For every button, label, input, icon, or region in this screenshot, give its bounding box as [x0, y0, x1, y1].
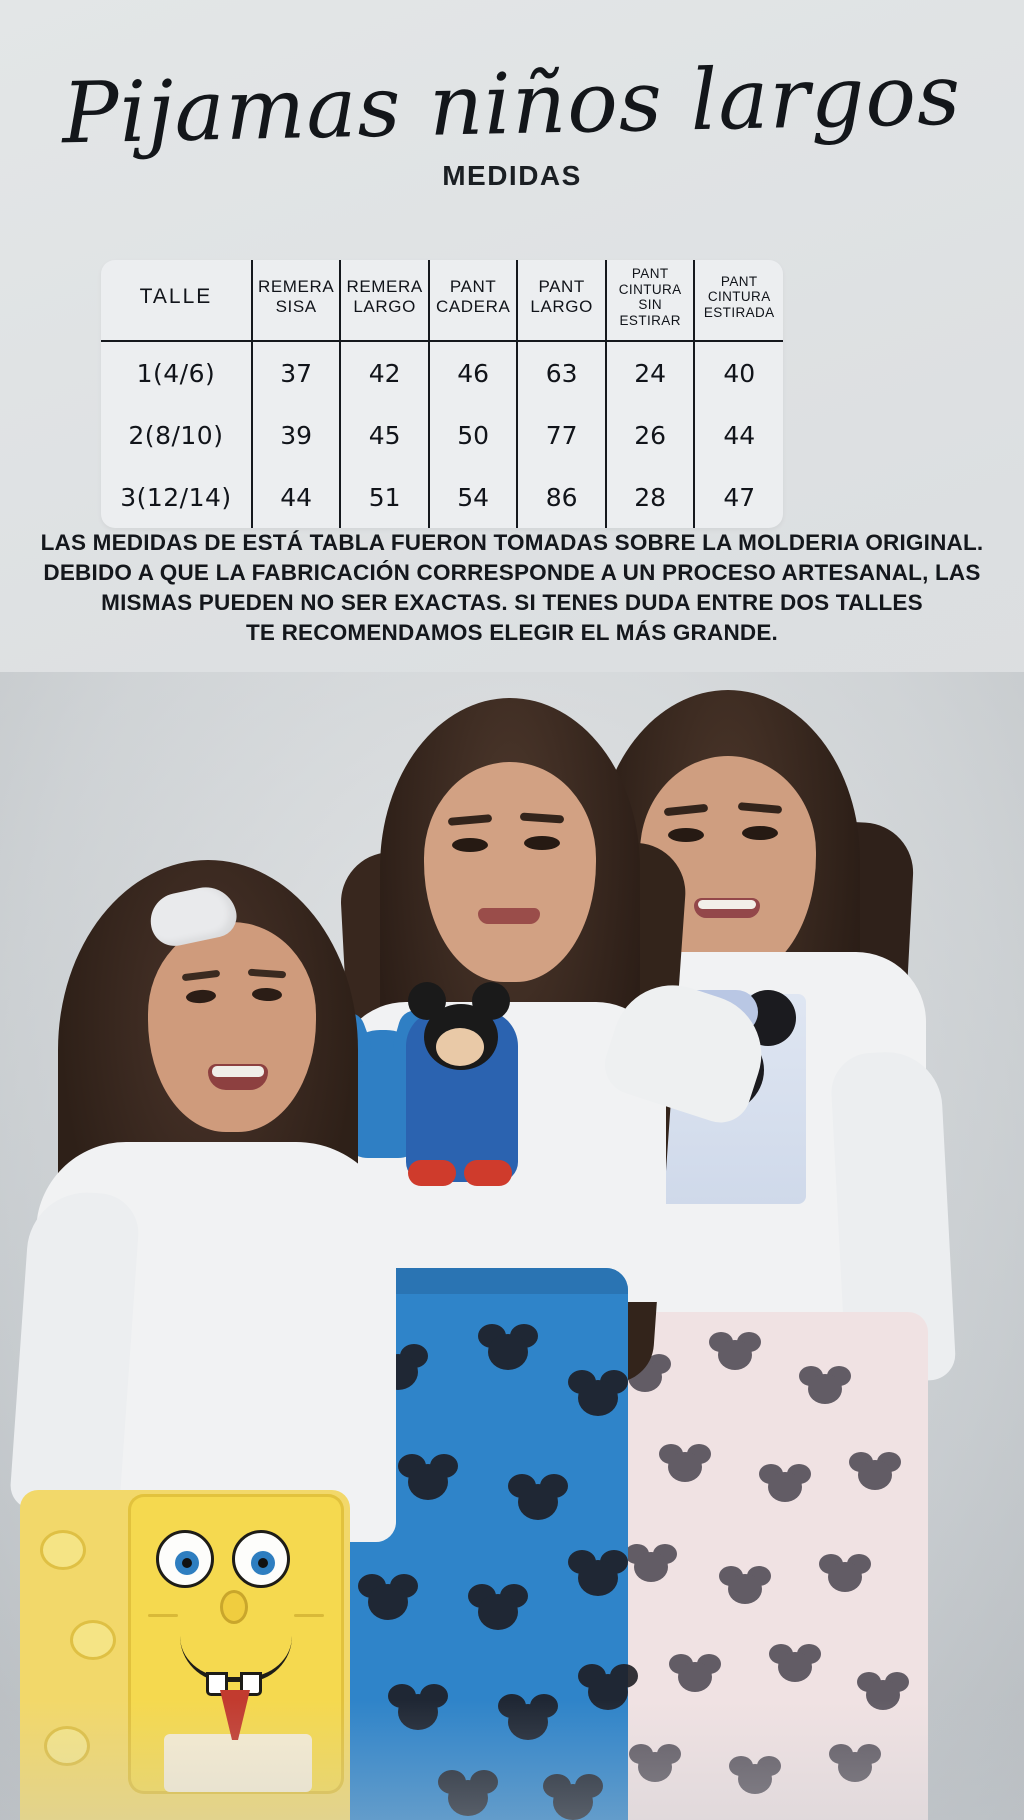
spongebob-nose-icon — [220, 1590, 248, 1624]
column-header-line: REMERA — [257, 277, 335, 297]
girl-left-arm — [9, 1189, 141, 1516]
column-header-line: ESTIRAR — [619, 312, 681, 328]
mickey-icon — [406, 1010, 518, 1182]
cell-talle: 2(8/10) — [128, 420, 224, 450]
girl-left-teeth — [212, 1066, 264, 1077]
disclaimer-line: DEBIDO A QUE LA FABRICACIÓN CORRESPONDE A UN PROCESO ARTESANAL, LAS — [43, 559, 981, 585]
cell-pant-largo: 63 — [517, 341, 606, 404]
table-body — [101, 341, 783, 528]
girl-right-eye-left — [668, 828, 704, 842]
column-header-talle: TALLE — [101, 260, 252, 341]
spongebob-cheek-line — [294, 1614, 324, 1617]
page-subtitle: MEDIDAS — [442, 160, 582, 191]
column-header-pant-cintura-sin-estirar — [606, 260, 695, 341]
measurements-table — [101, 260, 783, 528]
cell-pant-cintura-sin-estirar: 26 — [606, 404, 695, 466]
girl-center-eye-left — [452, 838, 488, 852]
cell-pant-cadera: 50 — [429, 404, 518, 466]
spongebob-eye-right-icon — [232, 1530, 290, 1588]
column-header-pant-cintura-estirada — [694, 260, 783, 341]
mickey-shoe-right-icon — [464, 1160, 512, 1186]
cell-pant-cadera: 54 — [429, 466, 518, 528]
column-header-line: CADERA — [435, 297, 511, 317]
column-header-remera-sisa — [252, 260, 341, 341]
girl-center-shirt-graphic — [340, 1002, 540, 1202]
cell-pant-cintura-estirada: 40 — [694, 341, 783, 404]
column-header-line: SISA — [275, 297, 317, 317]
girl-left-face — [148, 922, 316, 1132]
cell-pant-cintura-sin-estirar: 24 — [606, 341, 695, 404]
column-header-line: LARGO — [353, 297, 416, 317]
column-header-line: CINTURA SIN — [618, 281, 682, 313]
table-header-row — [101, 260, 783, 341]
spongebob-mouth-icon — [180, 1636, 292, 1682]
girl-center-eye-right — [524, 836, 560, 850]
mickey-face-icon — [436, 1028, 484, 1066]
column-header-remera-largo — [340, 260, 429, 341]
spongebob-cheek-line — [148, 1614, 178, 1617]
table-row — [101, 466, 783, 528]
measurements-table-card — [101, 260, 783, 528]
column-header-line: REMERA — [346, 277, 423, 297]
disclaimer-line: LAS MEDIDAS DE ESTÁ TABLA FUERON TOMADAS SOBRE LA MOLDERIA ORIGINAL. — [40, 530, 984, 555]
column-header-line: PANT — [631, 266, 669, 281]
cell-pant-largo: 77 — [517, 404, 606, 466]
column-header-line: PANT — [538, 277, 585, 297]
cell-remera-largo: 45 — [340, 404, 429, 466]
product-photo — [0, 672, 1024, 1820]
table-row — [101, 341, 783, 404]
disclaimer-text — [0, 528, 1024, 648]
table-row — [101, 404, 783, 466]
page-title: Pijamas niños largos — [61, 45, 963, 163]
column-header-line: CINTURA — [707, 289, 771, 305]
cell-pant-cadera: 46 — [429, 341, 518, 404]
table-header — [101, 260, 783, 341]
cell-pant-largo: 86 — [517, 466, 606, 528]
column-header-line: PANT — [449, 277, 497, 297]
cell-remera-sisa: 44 — [252, 466, 341, 528]
girl-right-eye-right — [742, 826, 778, 840]
cell-talle: 3(12/14) — [120, 482, 232, 512]
cell-remera-largo: 42 — [340, 341, 429, 404]
girl-right-teeth — [698, 900, 756, 909]
girl-center-mouth — [478, 908, 540, 924]
cell-talle: 1(4/6) — [136, 358, 216, 388]
disclaimer-line: MISMAS PUEDEN NO SER EXACTAS. SI TENES DUDA ENTRE DOS TALLES — [101, 589, 923, 615]
photo-bottom-fade — [0, 1700, 1024, 1820]
cell-remera-sisa: 39 — [252, 404, 341, 466]
cell-pant-cintura-estirada: 44 — [694, 404, 783, 466]
column-header-pant-cadera — [429, 260, 518, 341]
cell-remera-largo: 51 — [340, 466, 429, 528]
cell-remera-sisa: 37 — [252, 341, 341, 404]
spongebob-pupil-icon — [258, 1558, 268, 1568]
header — [0, 0, 1024, 192]
column-header-line: ESTIRADA — [703, 304, 775, 320]
cell-pant-cintura-sin-estirar: 28 — [606, 466, 695, 528]
column-header-line: PANT — [720, 273, 758, 289]
column-header-pant-largo — [517, 260, 606, 341]
mickey-shoe-left-icon — [408, 1160, 456, 1186]
cell-pant-cintura-estirada: 47 — [694, 466, 783, 528]
disclaimer-line: TE RECOMENDAMOS ELEGIR EL MÁS GRANDE. — [245, 619, 779, 645]
column-header-line: LARGO — [530, 297, 593, 317]
spongebob-eye-left-icon — [156, 1530, 214, 1588]
spongebob-pupil-icon — [182, 1558, 192, 1568]
girl-center-face — [424, 762, 596, 982]
